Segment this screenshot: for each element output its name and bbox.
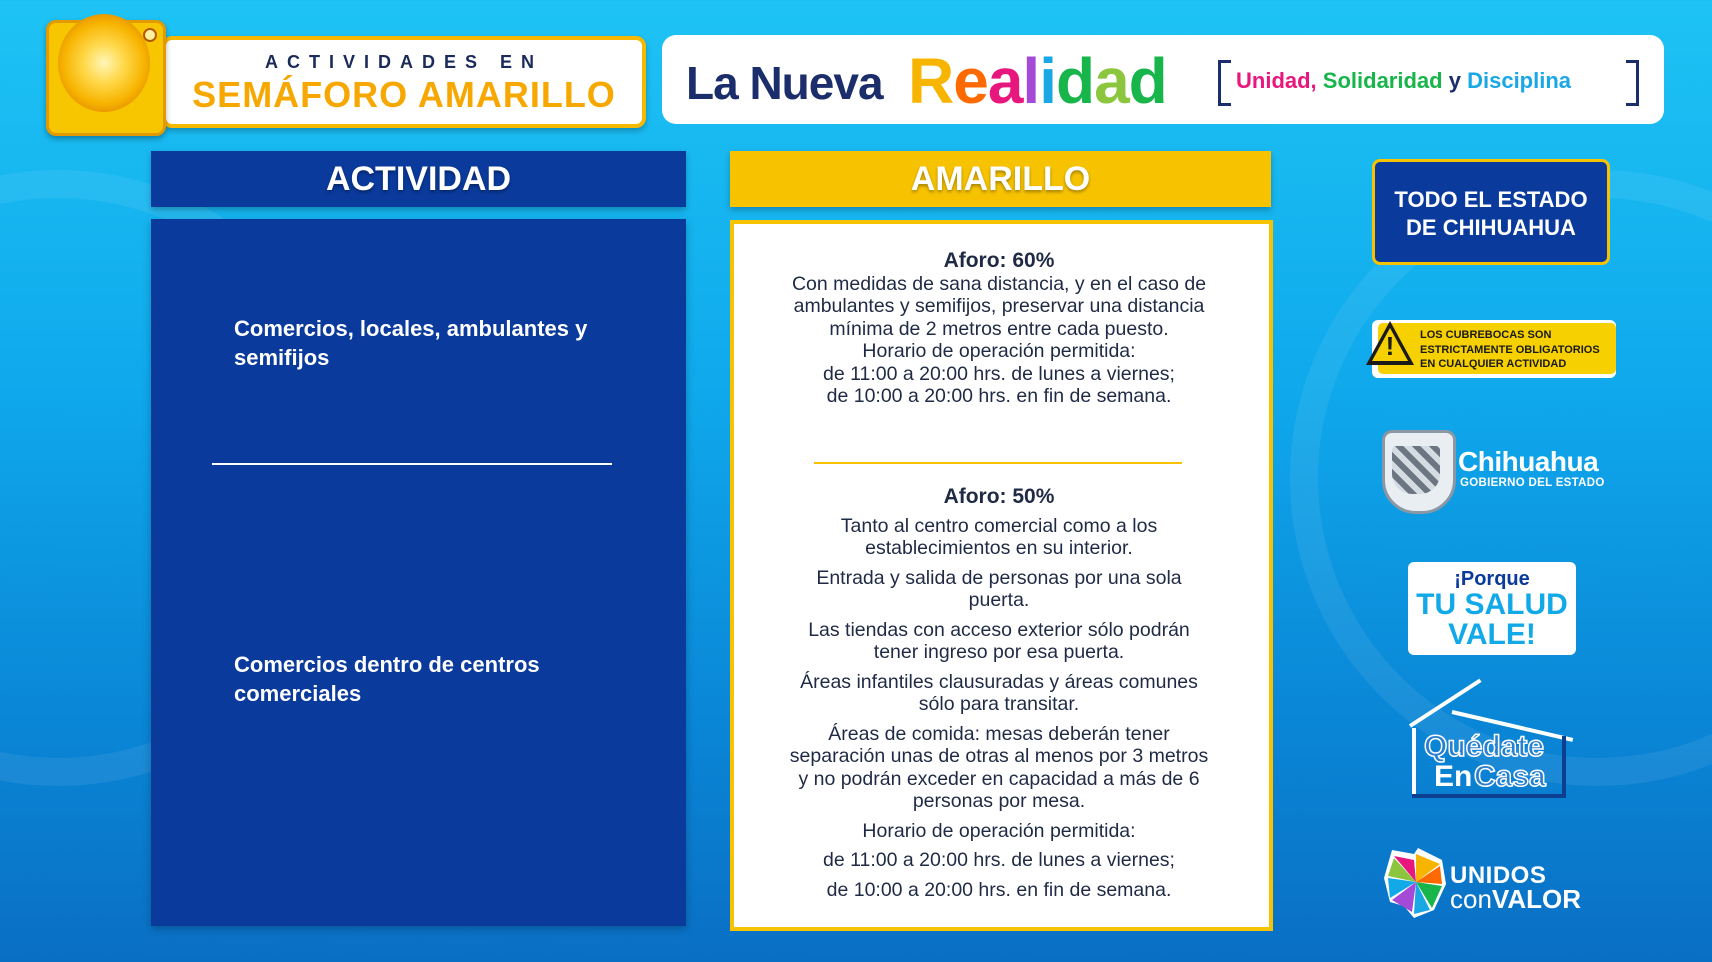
column-header-amarillo: AMARILLO <box>730 151 1271 207</box>
en-text: En <box>1434 760 1473 793</box>
activity-label-centros-comerciales: Comercios dentro de centros comerciales <box>234 652 540 706</box>
traffic-light-screw <box>143 28 157 42</box>
todo-el-estado-badge <box>1372 159 1610 265</box>
rule-text: Horario de operación permitida: <box>862 819 1136 842</box>
motto <box>1236 68 1571 94</box>
unidos-logo-icon <box>1384 848 1448 918</box>
rule-text: Áreas de comida: mesas deberán tener separación unas de otras al menos por 3 metros y no podrán exceder en capacidad a más de 6 personas por mesa. <box>789 722 1209 812</box>
realidad-letter: R <box>908 45 954 117</box>
house-wall <box>1562 736 1566 794</box>
aforo-60: Aforo: 60% <box>943 249 1055 272</box>
badge-title: SEMÁFORO AMARILLO <box>192 74 616 115</box>
realidad-letter: a <box>987 45 1023 117</box>
slogan-realidad <box>908 44 1167 118</box>
gov-logo-subtitle: GOBIERNO DEL ESTADO <box>1460 477 1605 489</box>
realidad-letter: d <box>1055 45 1095 117</box>
slogan-la-nueva: La Nueva <box>686 57 883 109</box>
column-header-actividad: ACTIVIDAD <box>151 151 686 207</box>
realidad-letter: i <box>1039 45 1056 117</box>
realidad-letter: e <box>953 45 988 117</box>
bracket-left <box>1218 60 1231 106</box>
badge-subtitle: ACTIVIDADES EN <box>264 52 543 72</box>
activity-divider <box>212 463 612 465</box>
activity-label-comercios: Comercios, locales, ambulantes y semifijos <box>234 316 588 370</box>
aforo-50: Aforo: 50% <box>943 485 1055 508</box>
con-valor-text <box>1450 884 1581 915</box>
estado-line2: DE CHIHUAHUA <box>1406 215 1576 240</box>
unidos-text: UNIDOS <box>1450 862 1547 889</box>
rule-text: Áreas infantiles clausuradas y áreas comunes sólo para transitar. <box>800 670 1198 715</box>
motto-y: y <box>1448 68 1461 93</box>
amarillo-divider <box>814 462 1182 464</box>
rule-text: Entrada y salida de personas por una sola puerta. <box>816 566 1182 611</box>
rule-text: de 11:00 a 20:00 hrs. de lunes a viernes; <box>823 362 1175 385</box>
crest-pattern <box>1392 446 1440 494</box>
quedate-text: Quédate <box>1424 730 1545 763</box>
rule-text: Tanto al centro comercial como a los establecimientos en su interior. <box>840 514 1158 559</box>
rule-text: Horario de operación permitida: <box>862 340 1136 362</box>
house-floor <box>1412 794 1566 798</box>
motto-disciplina: Disciplina <box>1467 68 1572 93</box>
rule-text: de 11:00 a 20:00 hrs. de lunes a viernes; <box>823 849 1175 871</box>
rule-text: de 10:00 a 20:00 hrs. en fin de semana. <box>826 385 1172 407</box>
amarillo-block-1 <box>788 250 1210 408</box>
motto-unidad: Unidad, <box>1236 68 1317 93</box>
salud-line3: VALE! <box>1448 618 1536 651</box>
gov-logo-name: Chihuahua <box>1458 446 1599 477</box>
bracket-right <box>1626 60 1639 106</box>
traffic-light-bulb <box>58 14 150 112</box>
motto-solidaridad: Solidaridad <box>1322 68 1443 93</box>
realidad-letter: d <box>1128 45 1167 117</box>
tu-salud-vale-logo <box>1408 562 1576 655</box>
house-wall <box>1412 728 1416 796</box>
realidad-letter: a <box>1094 45 1129 117</box>
rule-text: Con medidas de sana distancia, y en el caso de ambulantes y semifijos, preservar una distancia mínima de 2 metros entre cada puesto. <box>791 272 1207 340</box>
con-text: con <box>1450 884 1492 914</box>
salud-line1: ¡Porque <box>1454 568 1530 590</box>
estado-line1: TODO EL ESTADO <box>1394 187 1588 212</box>
salud-line2: TU SALUD <box>1416 588 1568 621</box>
valor-text: VALOR <box>1491 884 1581 914</box>
warning-exclamation: ! <box>1385 331 1395 361</box>
realidad-letter: l <box>1022 45 1040 117</box>
mask-warning-text: LOS CUBREBOCAS SON ESTRICTAMENTE OBLIGATORIOS EN CUALQUIER ACTIVIDAD <box>1420 329 1600 370</box>
casa-text: Casa <box>1474 760 1546 793</box>
rule-text: de 10:00 a 20:00 hrs. en fin de semana. <box>826 878 1172 901</box>
rule-text: Las tiendas con acceso exterior sólo podrán tener ingreso por esa puerta. <box>808 618 1190 663</box>
amarillo-block-2 <box>788 486 1210 908</box>
